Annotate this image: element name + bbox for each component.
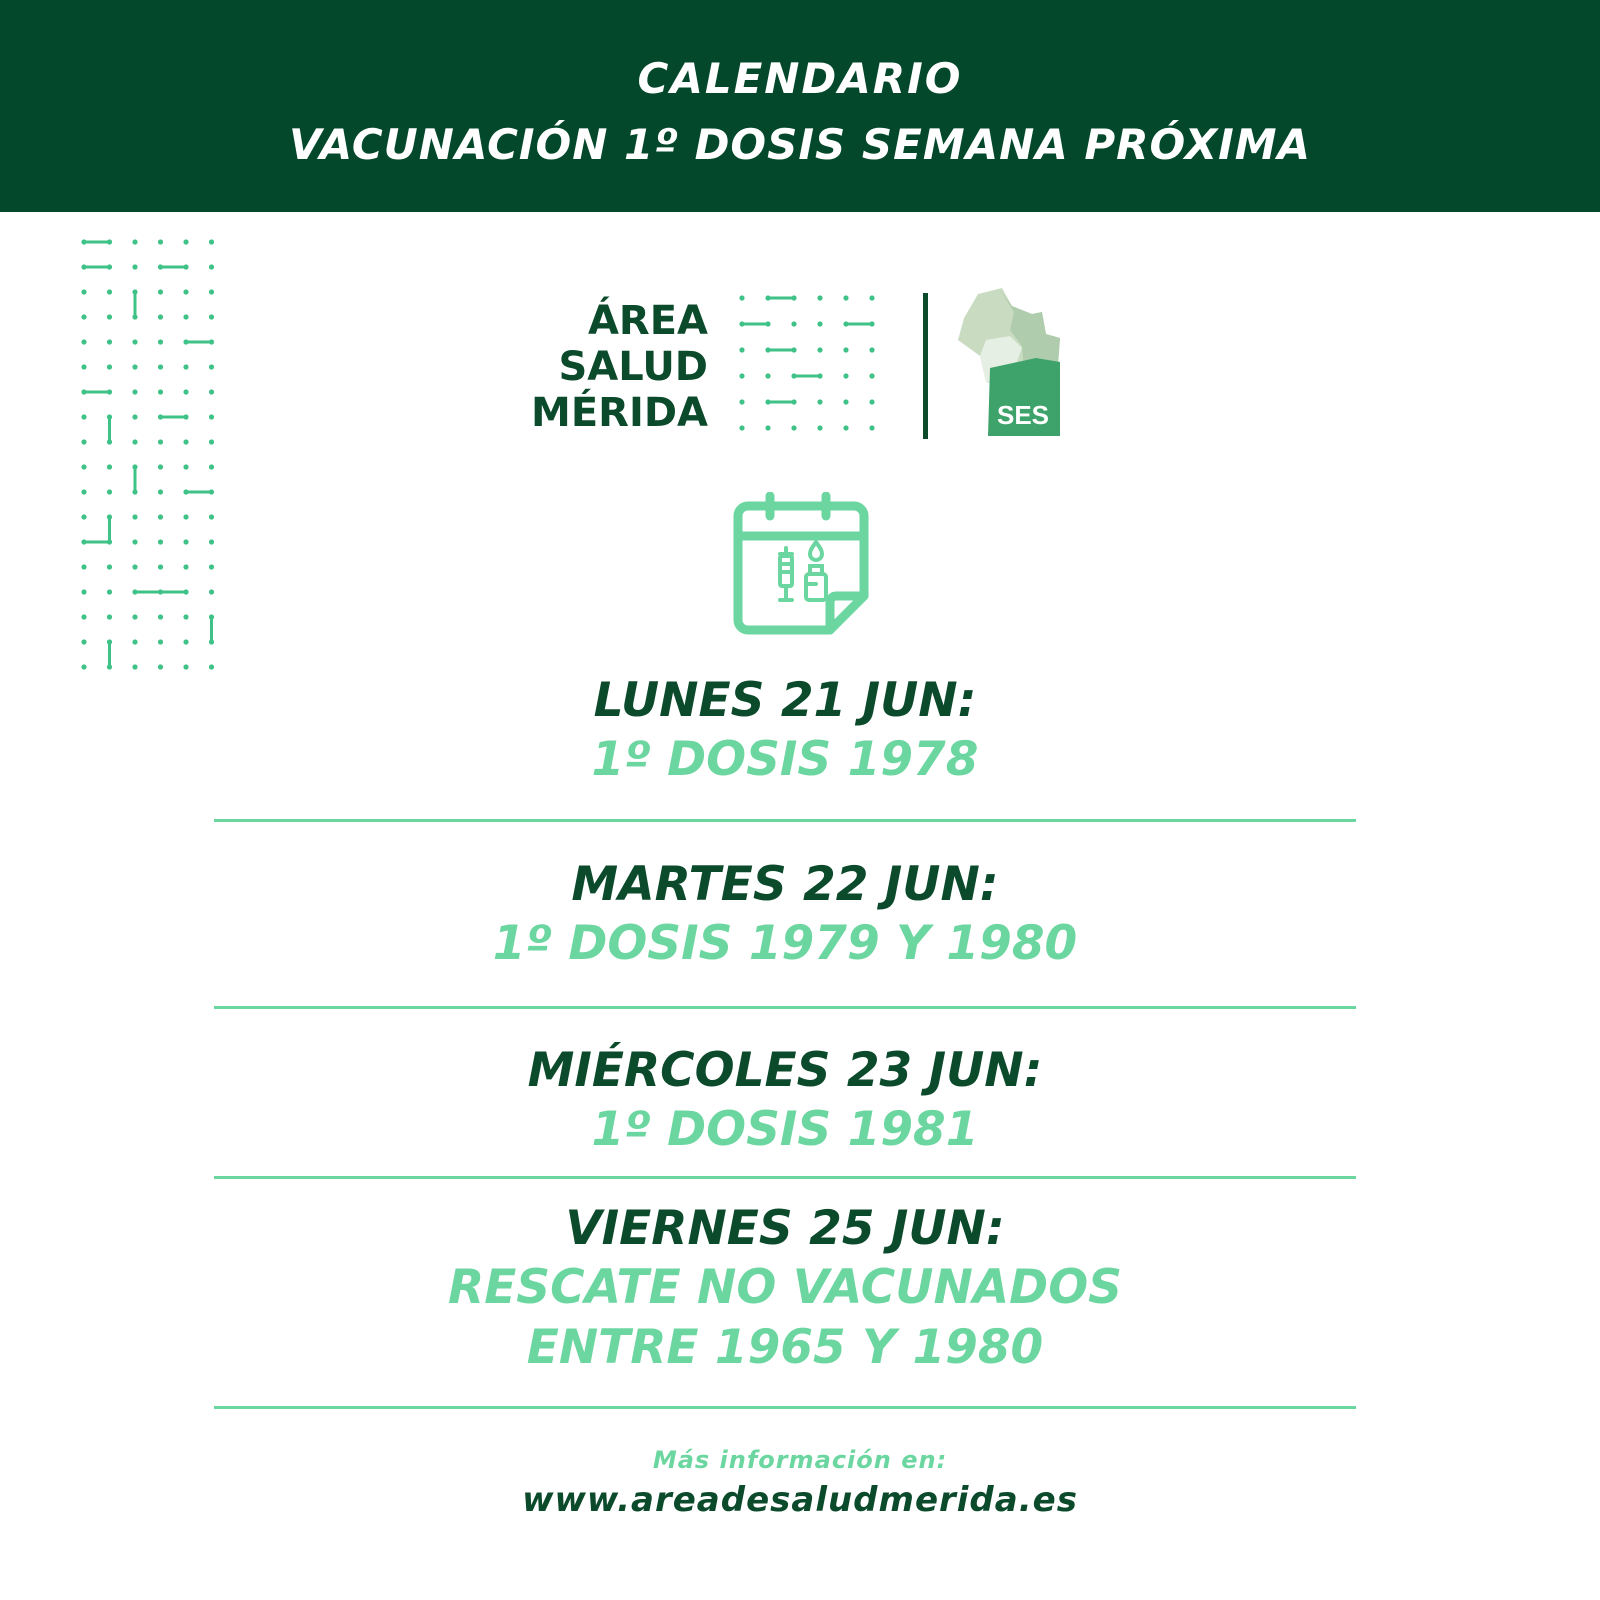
header-banner <box>0 0 1600 212</box>
separator-line <box>214 819 1356 822</box>
header-subtitle: VACUNACIÓN 1º DOSIS SEMANA PRÓXIMA <box>288 120 1312 169</box>
extremadura-map-icon <box>950 286 1068 442</box>
dot-grid-pattern-icon <box>78 236 218 676</box>
day-title: VIERNES 25 JUN: <box>565 1201 1005 1256</box>
day-detail: ENTRE 1965 Y 1980 <box>526 1320 1044 1375</box>
logo-dot-pattern-icon <box>736 292 880 438</box>
area-salud-merida-logo <box>480 298 708 436</box>
day-detail: RESCATE NO VACUNADOS <box>448 1260 1122 1315</box>
day-detail: 1º DOSIS 1979 Y 1980 <box>492 916 1078 971</box>
day-detail: 1º DOSIS 1981 <box>591 1102 979 1157</box>
schedule-item-friday <box>214 1200 1356 1378</box>
day-detail: 1º DOSIS 1978 <box>591 732 979 787</box>
ses-label: SES <box>996 400 1050 430</box>
logo-line-salud: SALUD <box>558 344 708 390</box>
logo-line-area: ÁREA <box>587 298 708 344</box>
day-title: LUNES 21 JUN: <box>593 673 977 728</box>
separator-line <box>214 1406 1356 1409</box>
footer-url[interactable]: www.areadesaludmerida.es <box>522 1480 1078 1520</box>
footer-label: Más información en: <box>652 1446 948 1474</box>
day-title: MIÉRCOLES 23 JUN: <box>527 1043 1043 1098</box>
separator-line <box>214 1006 1356 1009</box>
day-title: MARTES 22 JUN: <box>571 857 999 912</box>
schedule-item-wednesday <box>214 1042 1356 1160</box>
header-title: CALENDARIO <box>637 54 963 103</box>
logo-line-merida: MÉRIDA <box>531 390 708 436</box>
logo-divider <box>923 293 928 439</box>
calendar-vaccine-icon <box>728 492 874 642</box>
schedule-item-monday <box>214 672 1356 790</box>
schedule-item-tuesday <box>214 856 1356 974</box>
separator-line <box>214 1176 1356 1179</box>
